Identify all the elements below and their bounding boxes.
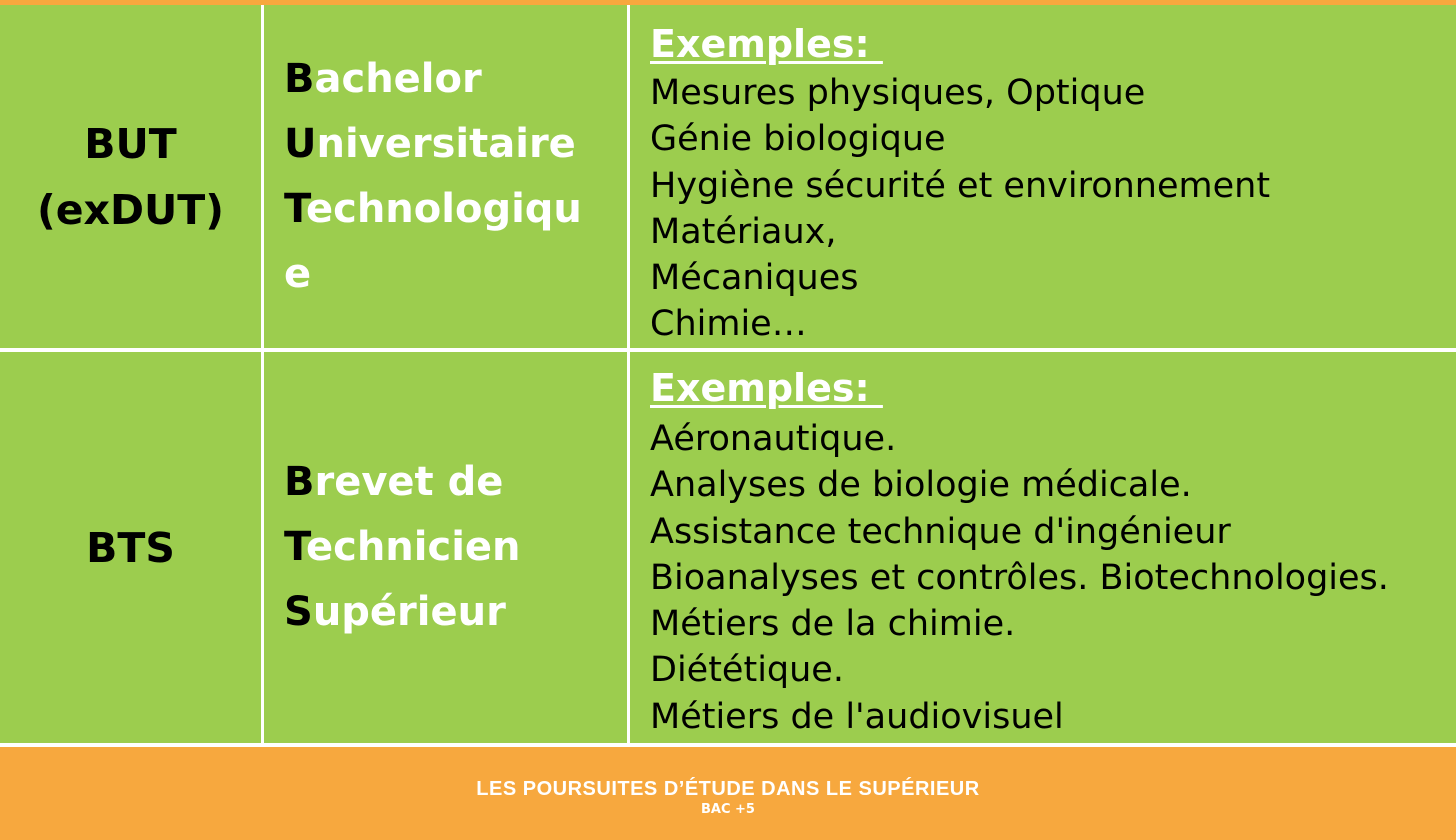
abbr-cell [0, 352, 261, 743]
examples-list [650, 416, 1456, 740]
examples-title: Exemples: [650, 366, 883, 410]
full-name-cell [264, 352, 627, 743]
examples-cell [630, 5, 1456, 348]
word-rest: echnicien [305, 524, 521, 570]
abbr-line: BTS [86, 523, 175, 572]
word-rest: upérieur [312, 589, 506, 635]
full-name-line [284, 177, 582, 242]
degree-abbreviation [86, 515, 175, 581]
degree-full-name [284, 47, 582, 307]
full-name-line [284, 580, 521, 645]
list-item: Chimie… [650, 304, 807, 345]
word-rest: niversitaire [316, 120, 576, 167]
column-divider [261, 5, 264, 743]
list-item: Métiers de l'audiovisuel [650, 696, 1064, 737]
examples-list [650, 70, 1456, 348]
row-divider [0, 348, 1456, 352]
word-rest: achelor [314, 55, 482, 102]
examples-cell [630, 352, 1456, 743]
full-name-line [284, 515, 521, 580]
degree-abbreviation [37, 111, 224, 243]
list-item: Mesures physiques, Optique [650, 73, 1146, 113]
initial-letter: B [284, 459, 315, 505]
table-row-but [0, 5, 1456, 348]
list-item: Génie biologique [650, 119, 946, 160]
list-item: Assistance technique d'ingénieur [650, 511, 1231, 552]
initial-letter: B [284, 55, 315, 102]
footer-subtitle: BAC +5 [701, 802, 755, 817]
list-item: Hygiène sécurité et environnement [650, 165, 1271, 206]
degree-full-name [284, 450, 521, 645]
list-item: Bioanalyses et contrôles. Biotechnologies. [650, 557, 1389, 598]
word-rest: e [284, 250, 312, 297]
list-item: Aéronautique. [650, 419, 897, 459]
list-item: Analyses de biologie médicale. [650, 465, 1192, 506]
full-name-cell [264, 5, 627, 348]
list-item: Diététique. [650, 650, 844, 691]
full-name-line [284, 242, 582, 307]
full-name-line [284, 450, 521, 515]
table-row-bts [0, 352, 1456, 743]
list-item: Mécaniques [650, 258, 859, 299]
full-name-line [284, 112, 582, 177]
abbr-line: BUT [84, 119, 177, 168]
degrees-table [0, 5, 1456, 747]
initial-letter: U [284, 120, 317, 167]
word-rest: echnologiqu [305, 185, 582, 232]
footer [0, 747, 1456, 840]
initial-letter: T [284, 524, 306, 570]
full-name-line [284, 47, 582, 112]
initial-letter: S [284, 589, 313, 635]
initial-letter: T [284, 185, 306, 232]
abbr-line: (exDUT) [36, 185, 225, 234]
list-item: Métiers de la chimie. [650, 604, 1016, 645]
word-rest: revet de [314, 459, 504, 505]
examples-title: Exemples: [650, 22, 883, 66]
column-divider [627, 5, 630, 743]
list-item: Matériaux, [650, 211, 837, 252]
footer-title: LES POURSUITES D’ÉTUDE DANS LE SUPÉRIEUR [476, 778, 980, 800]
abbr-cell [0, 5, 261, 348]
